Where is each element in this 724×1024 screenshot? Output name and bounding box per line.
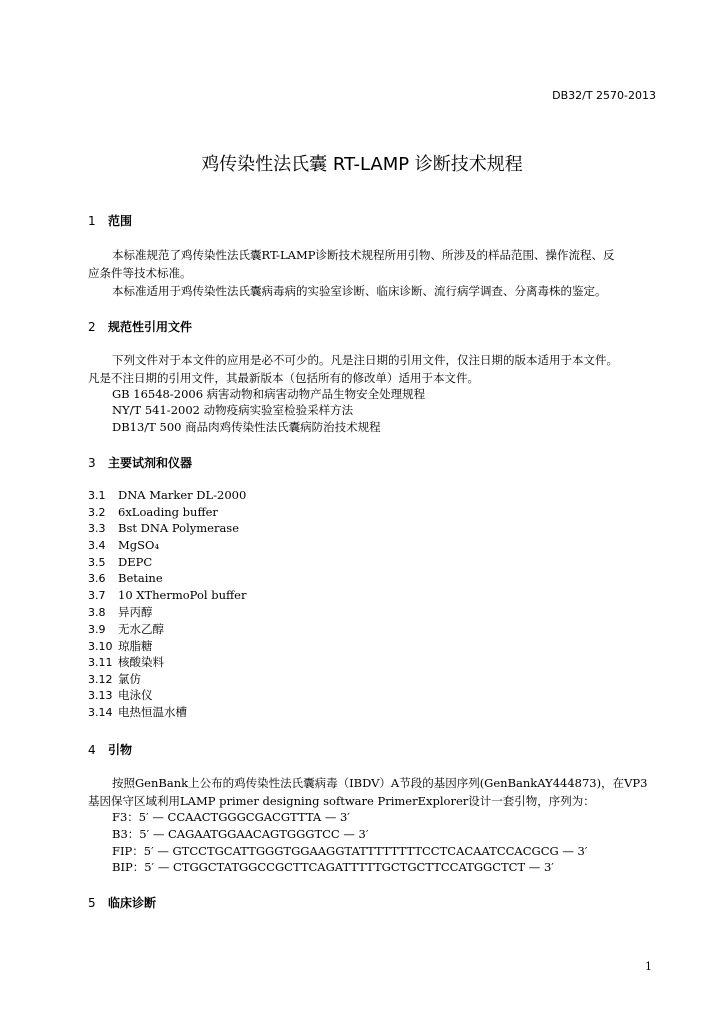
reagent-item: 3.5 DEPC <box>88 555 153 569</box>
paragraph: 凡是不注日期的引用文件，其最新版本（包括所有的修改单）适用于本文件。 <box>88 371 479 385</box>
reagent-item: 3.8 异丙醇 <box>88 605 153 619</box>
reagent-item: 3.7 10 XThermoPol buffer <box>88 588 247 602</box>
section-number: 4 <box>88 743 96 757</box>
section-2-heading <box>88 318 192 335</box>
standard-code: DB32/T 2570-2013 <box>552 89 656 102</box>
section-number: 1 <box>88 214 96 228</box>
section-title: 主要试剂和仪器 <box>108 456 193 470</box>
reagent-item: 3.6 Betaine <box>88 571 163 585</box>
section-title: 规范性引用文件 <box>108 320 193 334</box>
reference-item: NY/T 541-2002 动物疫病实验室检验采样方法 <box>112 403 354 417</box>
section-title: 范围 <box>108 214 133 228</box>
reagent-item: 3.12 氯仿 <box>88 672 141 686</box>
page-number: 1 <box>645 960 652 973</box>
reagent-item: 3.3 Bst DNA Polymerase <box>88 521 240 535</box>
reagent-item: 3.11 核酸染料 <box>88 655 164 669</box>
reagent-item: 3.2 6xLoading buffer <box>88 505 218 519</box>
section-4-heading <box>88 741 132 758</box>
primer-sequence: FIP：5′ — GTCCTGCATTGGGTGGAAGGTATTTTTTTTCCTCACAATCCACGCG — 3′ <box>112 844 588 858</box>
section-1-heading <box>88 212 132 229</box>
reagent-item: 3.4 MgSO₄ <box>88 538 160 552</box>
reagent-item: 3.1 DNA Marker DL-2000 <box>88 488 247 502</box>
primer-sequence: BIP：5′ — CTGGCTATGGCCGCTTCAGATTTTTGCTGCTTCCATGGCTCT — 3′ <box>112 860 554 874</box>
section-number: 5 <box>88 896 96 910</box>
section-title: 引物 <box>108 743 133 757</box>
reagent-item: 3.9 无水乙醇 <box>88 622 164 636</box>
paragraph: 基因保守区域利用LAMP primer designing software PrimerExplorer设计一套引物，序列为： <box>88 794 595 808</box>
section-number: 2 <box>88 320 96 334</box>
section-number: 3 <box>88 456 96 470</box>
document-title: 鸡传染性法氏囊 RT-LAMP 诊断技术规程 <box>201 154 523 175</box>
primer-sequence: F3：5′ — CCAACTGGGCGACGTTTA — 3′ <box>112 810 350 824</box>
reagent-item: 3.13 电泳仪 <box>88 688 153 702</box>
paragraph: 本标准规范了鸡传染性法氏囊RT-LAMP诊断技术规程所用引物、所涉及的样品范围、操作流程、反 <box>112 248 615 262</box>
reference-item: DB13/T 500 商品肉鸡传染性法氏囊病防治技术规程 <box>112 420 381 434</box>
paragraph: 本标准适用于鸡传染性法氏囊病毒病的实验室诊断、临床诊断、流行病学调查、分离毒株的鉴定。 <box>112 284 607 298</box>
section-title: 临床诊断 <box>108 896 157 910</box>
reagent-item: 3.10 琼脂糖 <box>88 639 153 653</box>
paragraph: 下列文件对于本文件的应用是必不可少的。凡是注日期的引用文件，仅注日期的版本适用于本文件。 <box>112 353 618 367</box>
paragraph: 应条件等技术标准。 <box>88 266 192 280</box>
section-5-heading <box>88 894 156 911</box>
section-3-heading <box>88 454 192 471</box>
paragraph: 按照GenBank上公布的鸡传染性法氏囊病毒（IBDV）A节段的基因序列(GenBankAY444873)，在VP3 <box>112 776 648 790</box>
primer-sequence: B3：5′ — CAGAATGGAACAGTGGGTCC — 3′ <box>112 827 369 841</box>
reference-item: GB 16548-2006 病害动物和病害动物产品生物安全处理规程 <box>112 387 426 401</box>
reagent-item: 3.14 电热恒温水槽 <box>88 705 187 719</box>
